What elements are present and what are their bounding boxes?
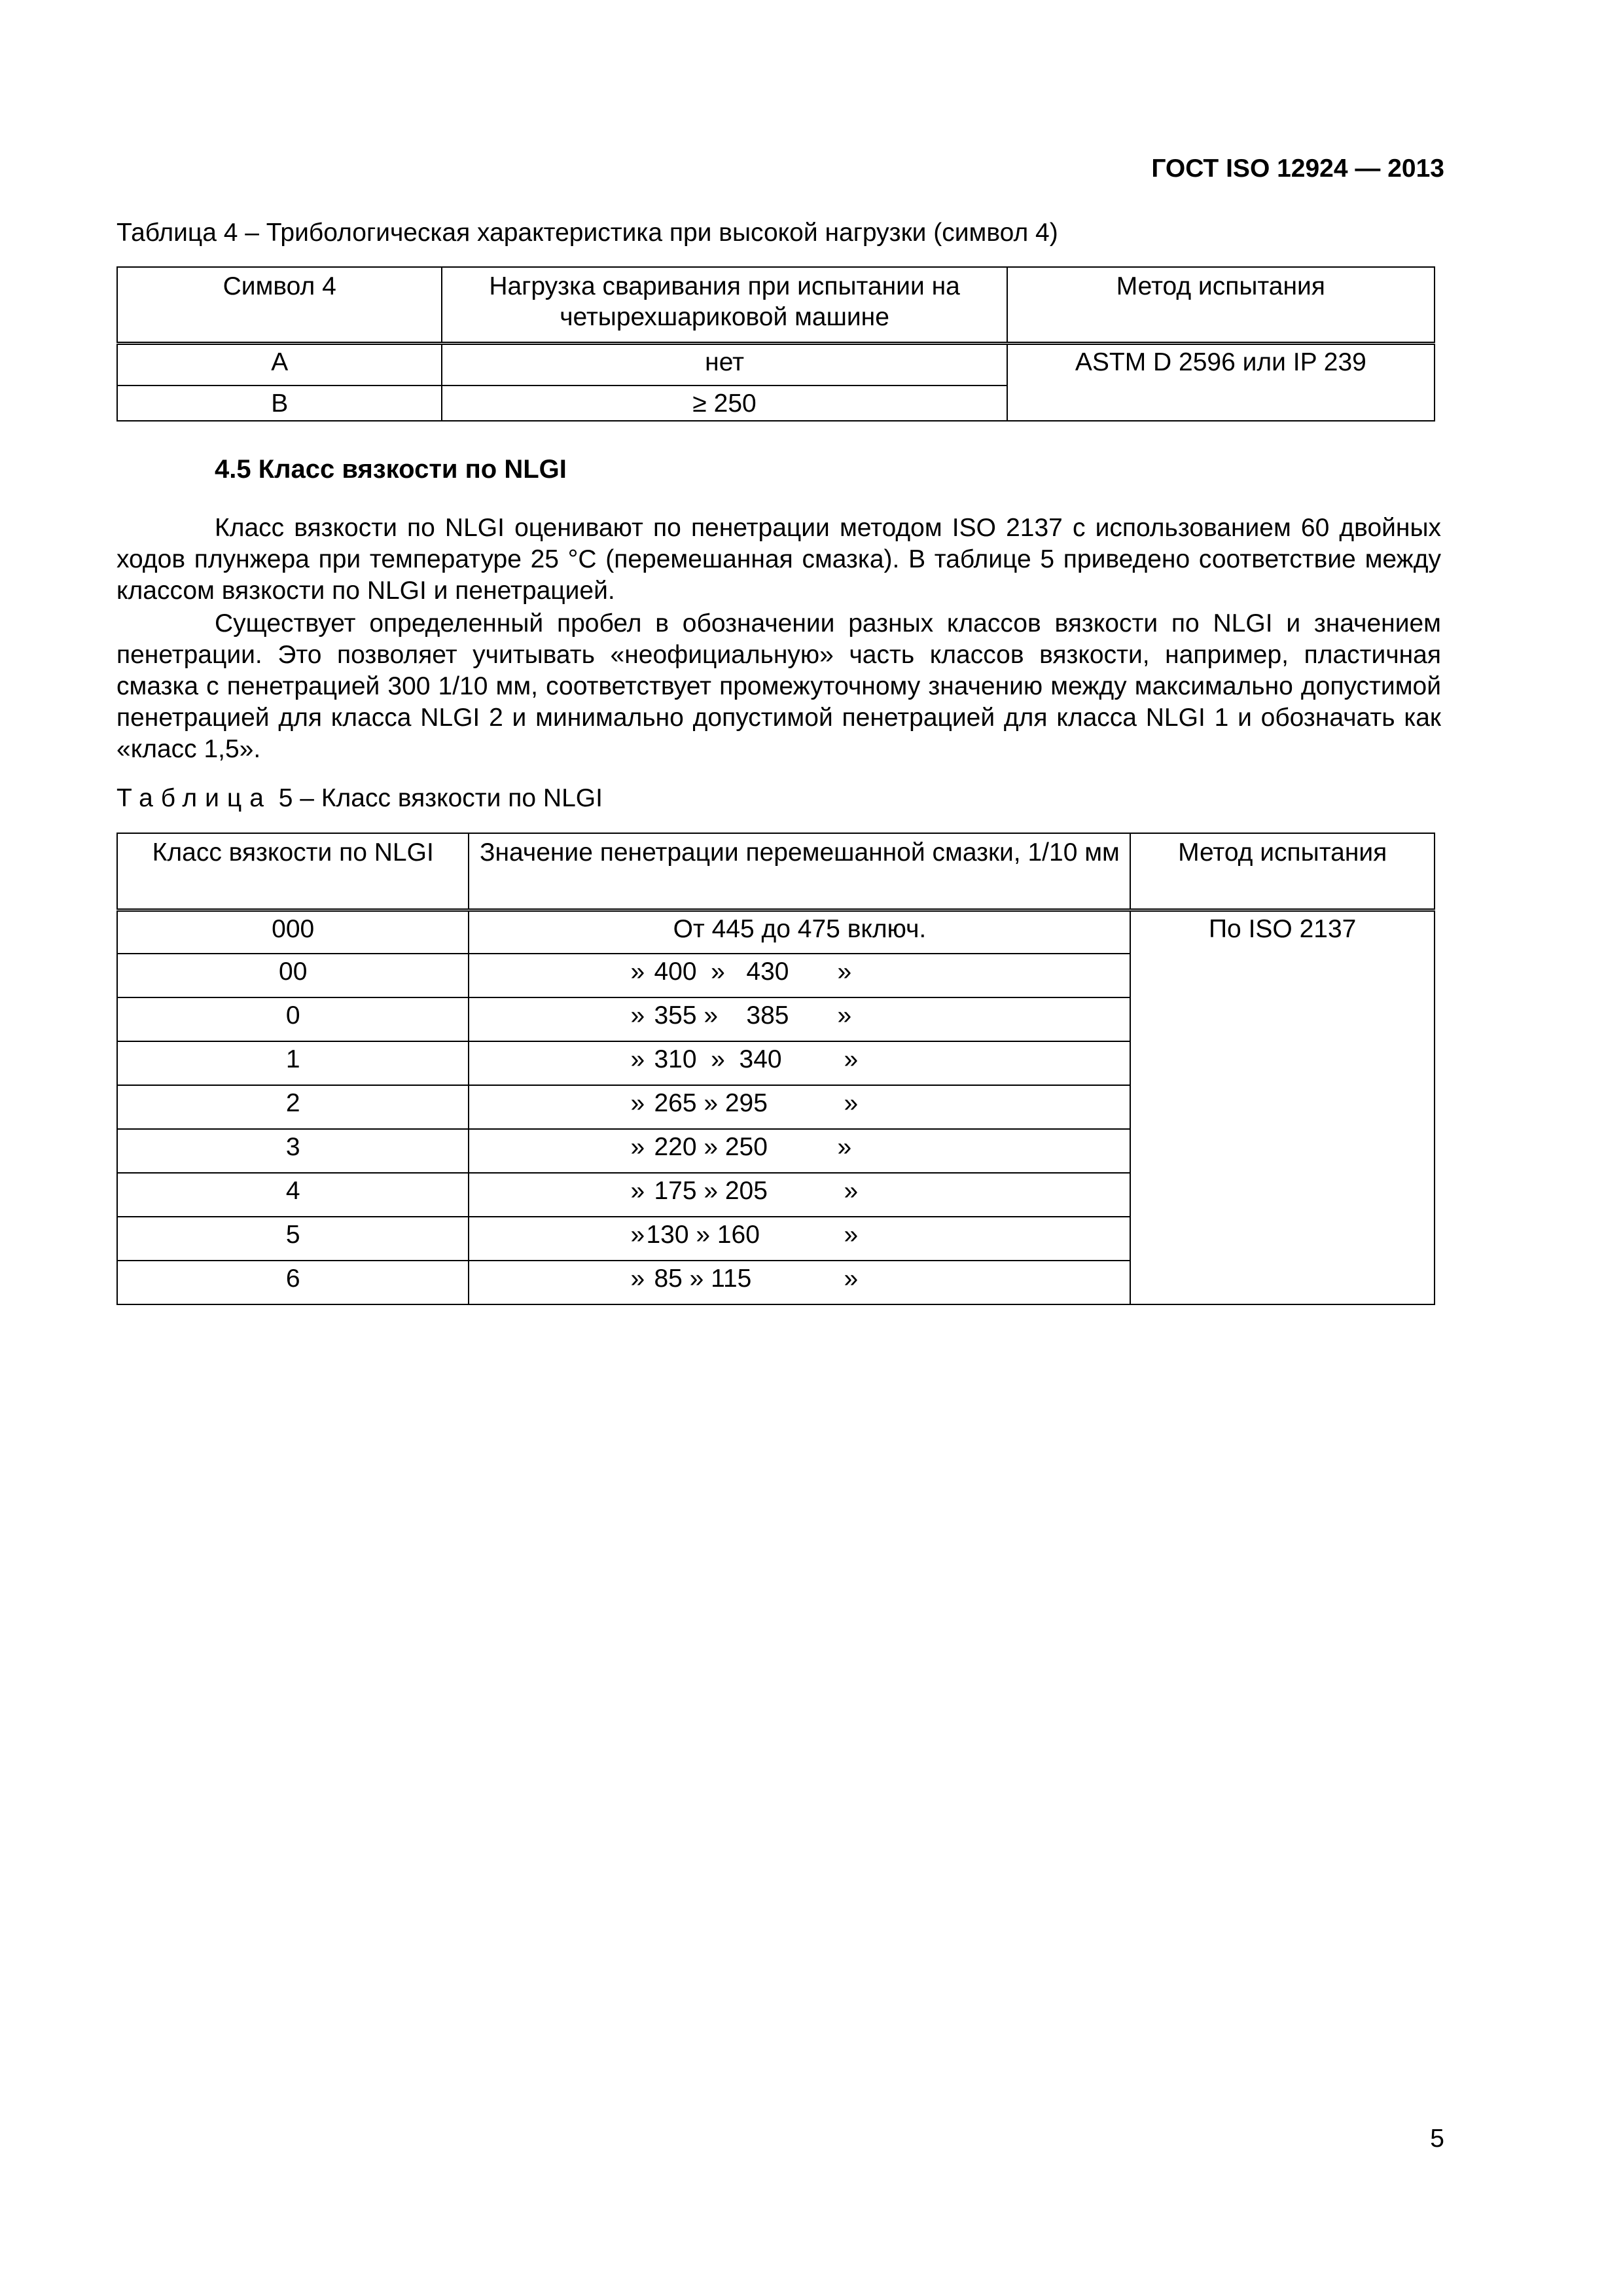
table5-header-penetration: Значение пенетрации перемешанной смазки, 1/10 мм: [469, 833, 1130, 910]
section-heading: 4.5 Класс вязкости по NLGI: [215, 455, 567, 484]
table-row: [117, 910, 1435, 954]
table4-method-cell: ASTM D 2596 или IP 239: [1007, 343, 1435, 421]
table5-class-cell: 00: [117, 954, 469, 997]
table4-caption: Таблица 4 – Трибологическая характеристика при высокой нагрузки (символ 4): [116, 219, 1058, 247]
table5-caption-rest: 5 – Класс вязкости по NLGI: [278, 784, 603, 812]
table5-caption-word: Таблица: [116, 784, 272, 812]
table4-load-cell: нет: [442, 343, 1007, 386]
table5-penetration-cell: От 445 до 475 включ.: [469, 910, 1130, 954]
table4: [116, 266, 1435, 422]
table5-method-cell: По ISO 2137: [1130, 910, 1435, 1304]
table5-penetration-cell: » 400 » 430 »: [469, 954, 1130, 997]
table4-header-load: Нагрузка сваривания при испытании на четырехшариковой машине: [442, 267, 1007, 343]
table5-class-cell: 4: [117, 1173, 469, 1217]
table5-class-cell: 000: [117, 910, 469, 954]
table5-class-cell: 1: [117, 1041, 469, 1085]
table5-header-class: Класс вязкости по NLGI: [117, 833, 469, 910]
table5-penetration-cell: » 85 » 115 »: [469, 1261, 1130, 1304]
paragraph-2: Существует определенный пробел в обозначении разных классов вязкости по NLGI и значением пенетрации. Это позволяет учитывать «неофициальную» часть классов вязкости, например, пластичная смазка с пенетрацией 300 1/10 мм, соответствует промежуточному значению между максимально допустимой пенетрацией для класса NLGI 2 и минимально допустимой пенетрацией для класса NLGI 1 и обозначать как «класс 1,5».: [116, 609, 1441, 763]
table5-class-cell: 6: [117, 1261, 469, 1304]
table4-symbol-cell: А: [117, 343, 442, 386]
table5-header-method: Метод испытания: [1130, 833, 1435, 910]
table4-load-cell: ≥ 250: [442, 386, 1007, 421]
page-number: 5: [1430, 2125, 1444, 2153]
table5-class-cell: 5: [117, 1217, 469, 1261]
table5-class-cell: 0: [117, 997, 469, 1041]
table4-header-symbol: Символ 4: [117, 267, 442, 343]
table5-caption: [116, 783, 603, 814]
table5-penetration-cell: »130 » 160 »: [469, 1217, 1130, 1261]
table5-penetration-cell: » 265 » 295 »: [469, 1085, 1130, 1129]
table4-symbol-cell: В: [117, 386, 442, 421]
table5-penetration-cell: » 355 » 385 »: [469, 997, 1130, 1041]
paragraph-1: Класс вязкости по NLGI оценивают по пенетрации методом ISO 2137 с использованием 60 двойных ходов плунжера при температуре 25 °С (перемешанная смазка). В таблице 5 приведено соответствие между классом вязкости по NLGI и пенетрацией.: [116, 514, 1441, 605]
table5: [116, 833, 1435, 1305]
table5-class-cell: 3: [117, 1129, 469, 1173]
table5-penetration-cell: » 310 » 340 »: [469, 1041, 1130, 1085]
table4-header-method: Метод испытания: [1007, 267, 1435, 343]
table-row: [117, 343, 1435, 386]
table5-penetration-cell: » 175 » 205 »: [469, 1173, 1130, 1217]
document-code: ГОСТ ISO 12924 — 2013: [1151, 154, 1444, 183]
table5-penetration-cell: » 220 » 250 »: [469, 1129, 1130, 1173]
table5-class-cell: 2: [117, 1085, 469, 1129]
